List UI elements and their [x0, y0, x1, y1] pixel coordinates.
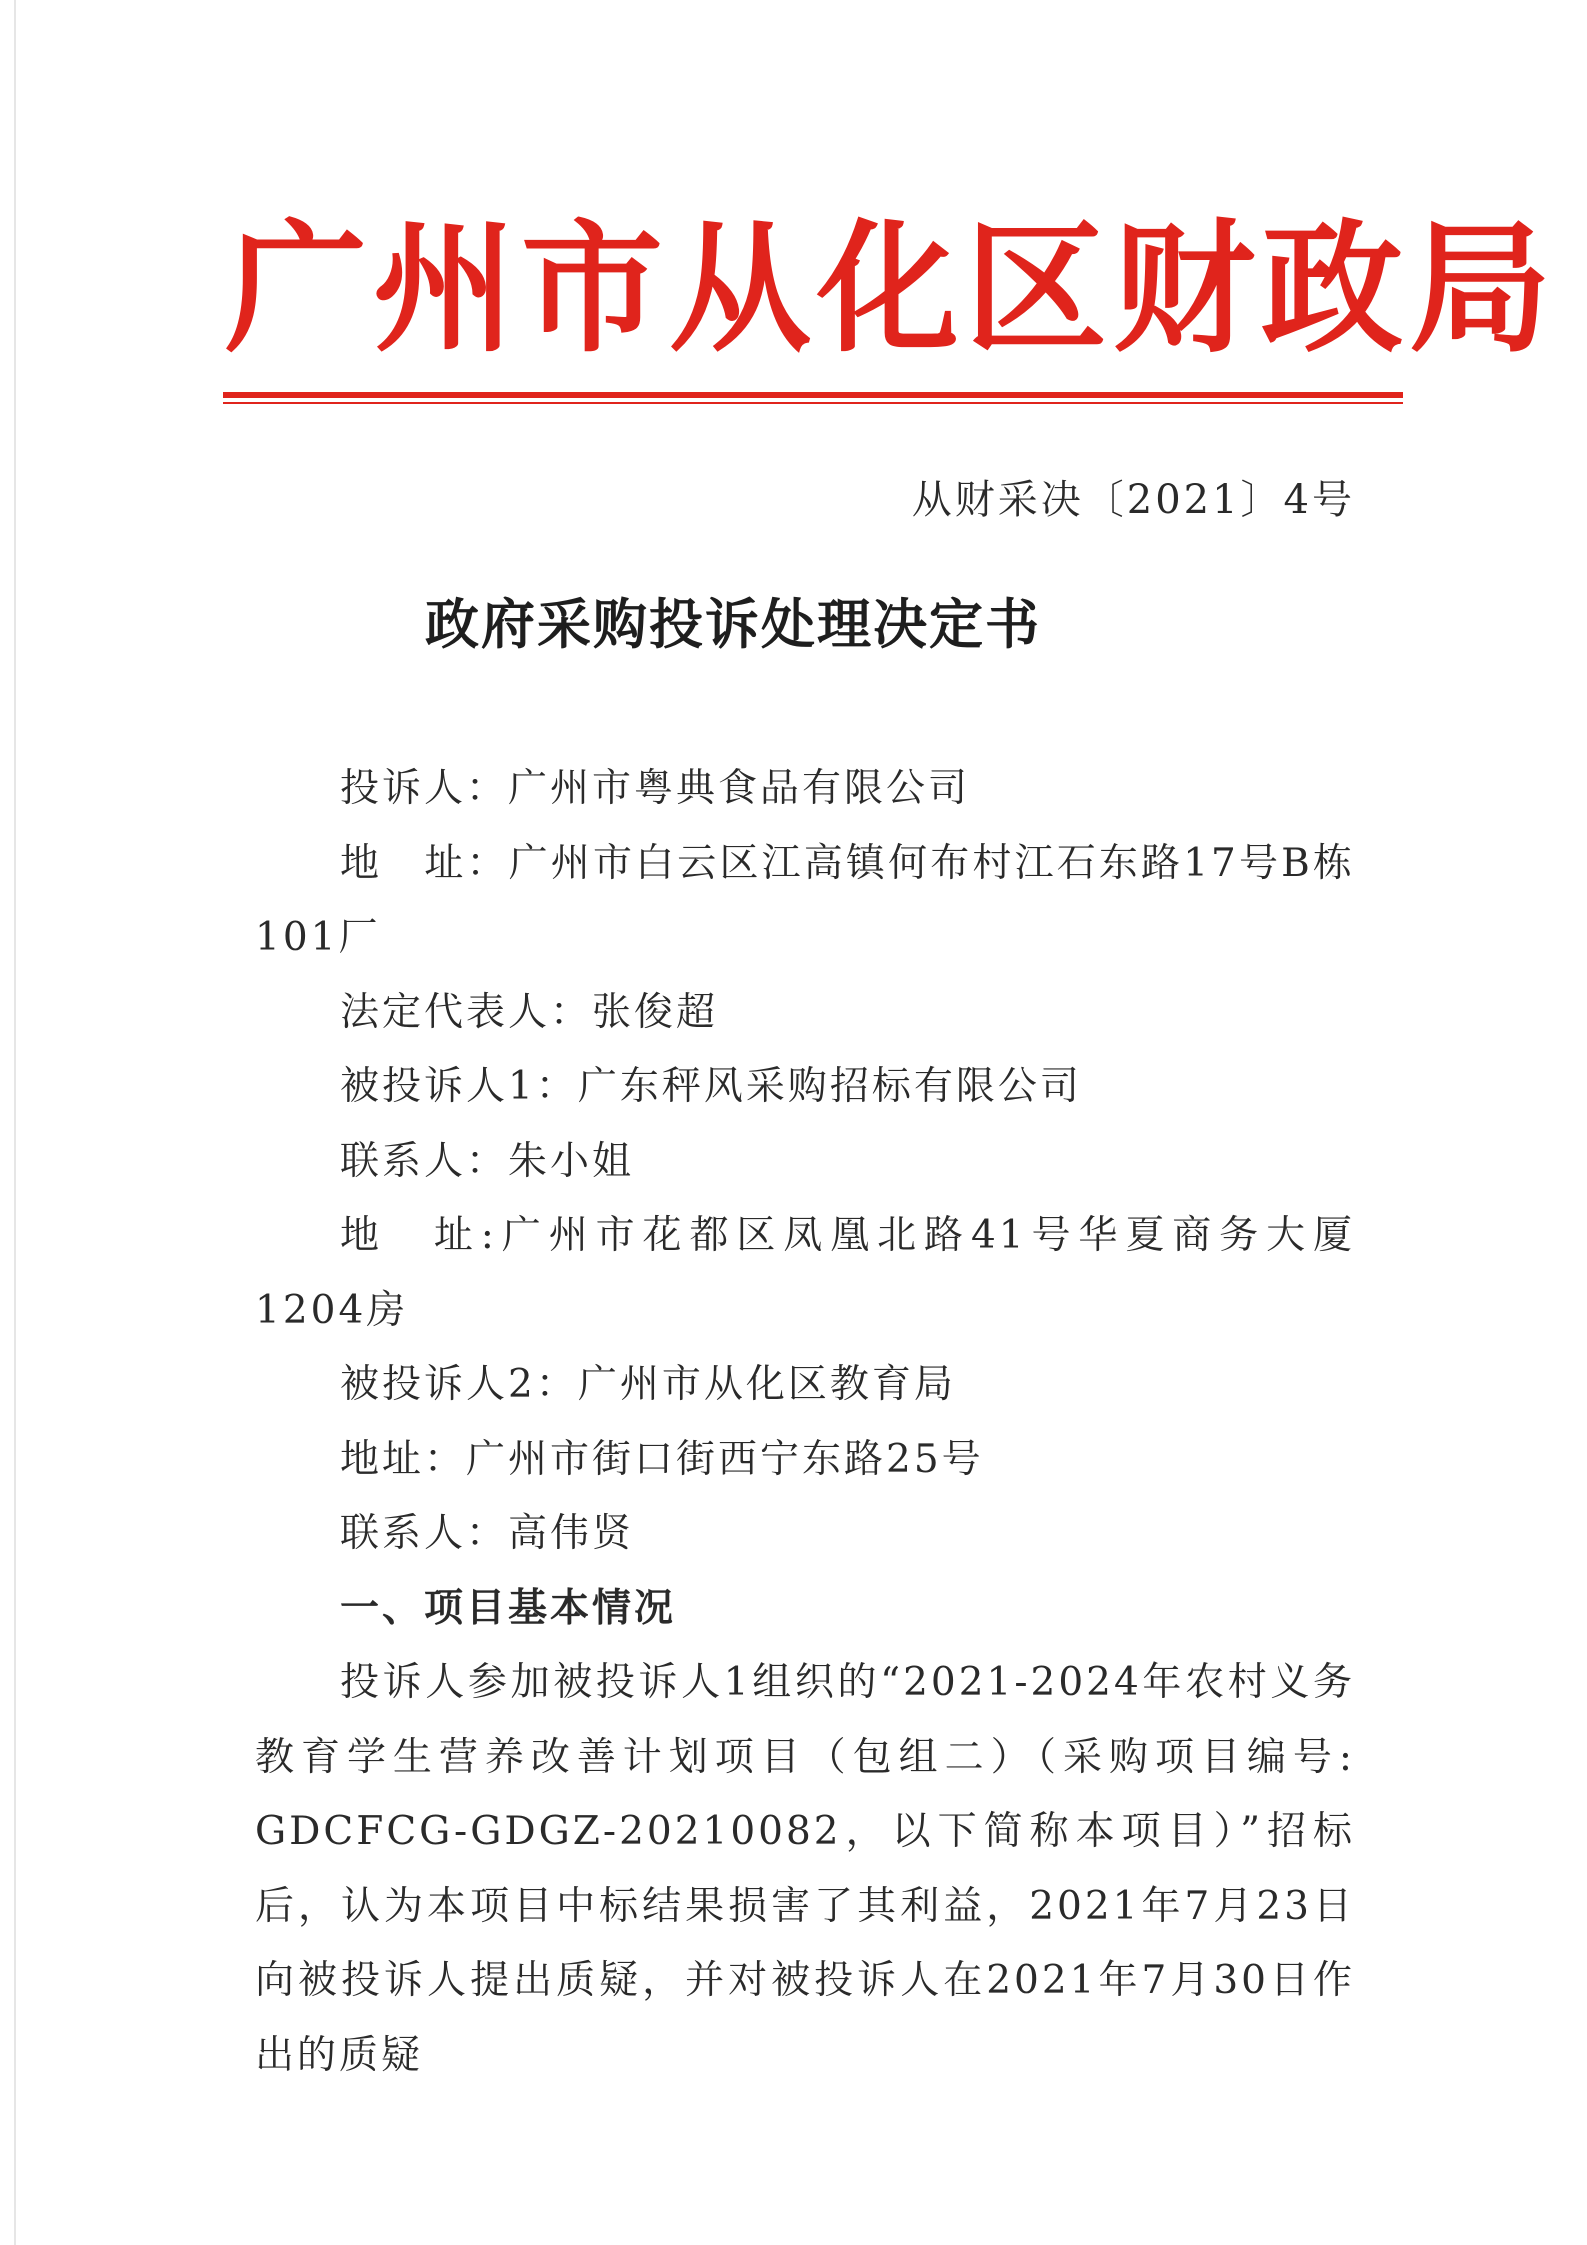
section-paragraph-basic-info: 投诉人参加被投诉人1组织的“2021-2024年农村义务教育学生营养改善计划项目（包组二）（采购项目编号: GDCFCG-GDGZ-20210082，以下简称本项目）”招标后，认为本项目中标结果损害了其利益，2021年7月23日向被投诉人提出质疑，并对被投诉人在2021年7月30日作出的质疑 [255, 1660, 1355, 2078]
legal-representative-line: 法定代表人：张俊超 [340, 989, 719, 1035]
complainant-address-line: 地 址：广州市白云区江高镇何布村江石东路17号B栋101厂 [255, 840, 1355, 960]
document-body [255, 752, 1355, 2093]
respondent-2-address-line: 地址：广州市街口街西宁东路25号 [340, 1436, 984, 1482]
letterhead-red-rule-thin [223, 402, 1403, 404]
page-edge [14, 0, 16, 2245]
respondent-2-contact-line: 联系人：高伟贤 [340, 1511, 635, 1556]
document-number: 从财采决〔2021〕4号 [911, 477, 1355, 523]
document-title: 政府采购投诉处理决定书 [425, 593, 1041, 656]
letterhead-red-rule [223, 392, 1403, 398]
respondent-2-line: 被投诉人2：广州市从化区教育局 [340, 1362, 956, 1407]
respondent-1-address-line: 地 址:广州市花都区凤凰北路41号华夏商务大厦1204房 [255, 1213, 1355, 1333]
complainant-line: 投诉人：广州市粤典食品有限公司 [340, 766, 971, 811]
respondent-1-contact-line: 联系人：朱小姐 [340, 1138, 635, 1184]
section-heading-basic-info: 一、项目基本情况 [340, 1585, 677, 1631]
letterhead-agency-name: 广州市从化区财政局 [225, 207, 1557, 372]
respondent-1-line: 被投诉人1：广东秤风采购招标有限公司 [340, 1064, 1082, 1109]
